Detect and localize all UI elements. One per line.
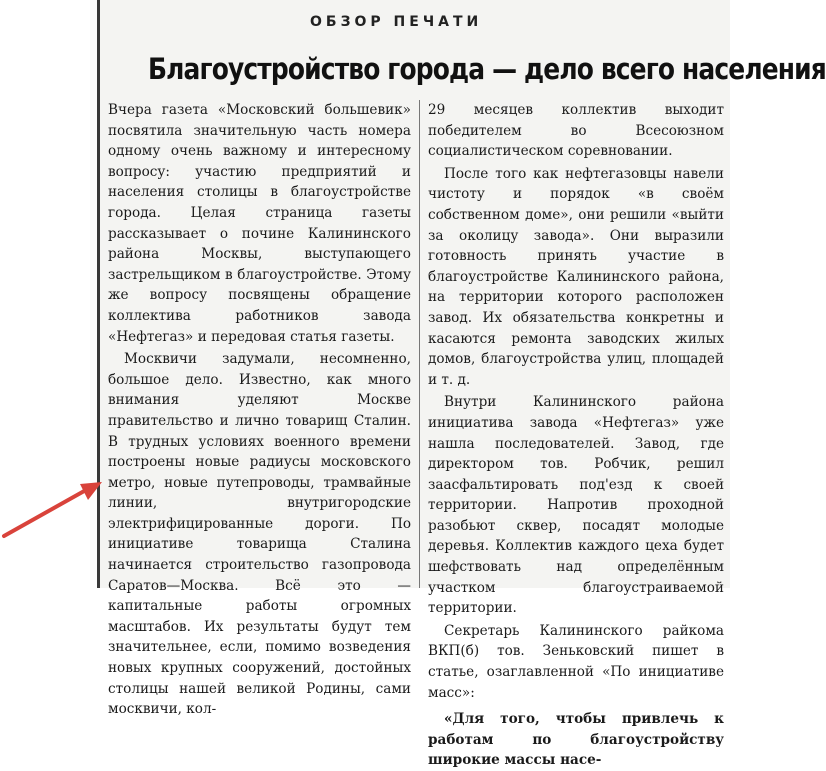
- quote-paragraph: «Для того, чтобы привлечь к работам по благоустройству широкие массы насе-: [428, 711, 724, 769]
- paragraph: Вчера газета «Московский большевик» посвятила значительную часть номера одному очень важному и интересному вопросу: участию предприятий и населения столицы в благоустройстве города. Целая страница газеты рассказывает о почине Калининского района Москвы, выступающего застрельщиком в благоустройстве. Этому же вопросу посвящены обращение коллектива работников завода «Нефтегаз» и передовая статья газеты.: [108, 102, 411, 345]
- left-column: [108, 100, 411, 720]
- paragraph: 29 месяцев коллектив выходит победителем во Всесоюзном социалистическом соревновании.: [428, 102, 724, 160]
- paragraph: Москвичи задумали, несомненно, большое дело. Известно, как много внимания уделяют Москве правительство и лично товарищ Сталин. В трудных условиях военного времени построены новые радиусы московского метро, новые путепроводы, трамвайные линии, внутригородские электрифицированные дороги. По инициативе товарища Сталина начинается строительство газопровода Саратов—Москва. Всё это — капитальные работы огромных масштабов. Их результаты будут тем значительнее, если, помимо возведения новых крупных сооружений, достойных столицы нашей великой Родины, сами москвичи, кол-: [108, 351, 411, 718]
- paragraph: Секретарь Калининского райкома ВКП(б) тов. Зеньковский пишет в статье, озаглавленной «По инициативе масс»:: [428, 622, 724, 701]
- annotation-arrow-icon: [0, 470, 110, 540]
- column-divider: [419, 100, 420, 588]
- paragraph: После того как нефтегазовцы навели чистоту и порядок «в своём собственном доме», они решили «выйти за околицу завода». Они выразили готовность принять участие в благоустройстве Калининского района, на территории которого расположен завод. Их обязательства конкретны и касаются ремонта заводских жилых домов, благоустройства улиц, площадей и т. д.: [428, 165, 724, 388]
- section-title: ОБЗОР ПЕЧАТИ: [310, 14, 483, 30]
- arrow-shaft: [4, 490, 86, 536]
- paragraph: Внутри Калининского района инициатива завода «Нефтегаз» уже нашла последователей. Завод, где директором тов. Робчик, решил заасфальтировать под'езд к своей территории. Напротив проходной разобьют сквер, посадят молодые деревья. Коллектив каждого цеха будет шефствовать над определённым участком благоустраиваемой территории.: [428, 394, 724, 617]
- right-column: [428, 100, 724, 771]
- article-headline: Благоустройство города — дело всего населения: [148, 52, 826, 86]
